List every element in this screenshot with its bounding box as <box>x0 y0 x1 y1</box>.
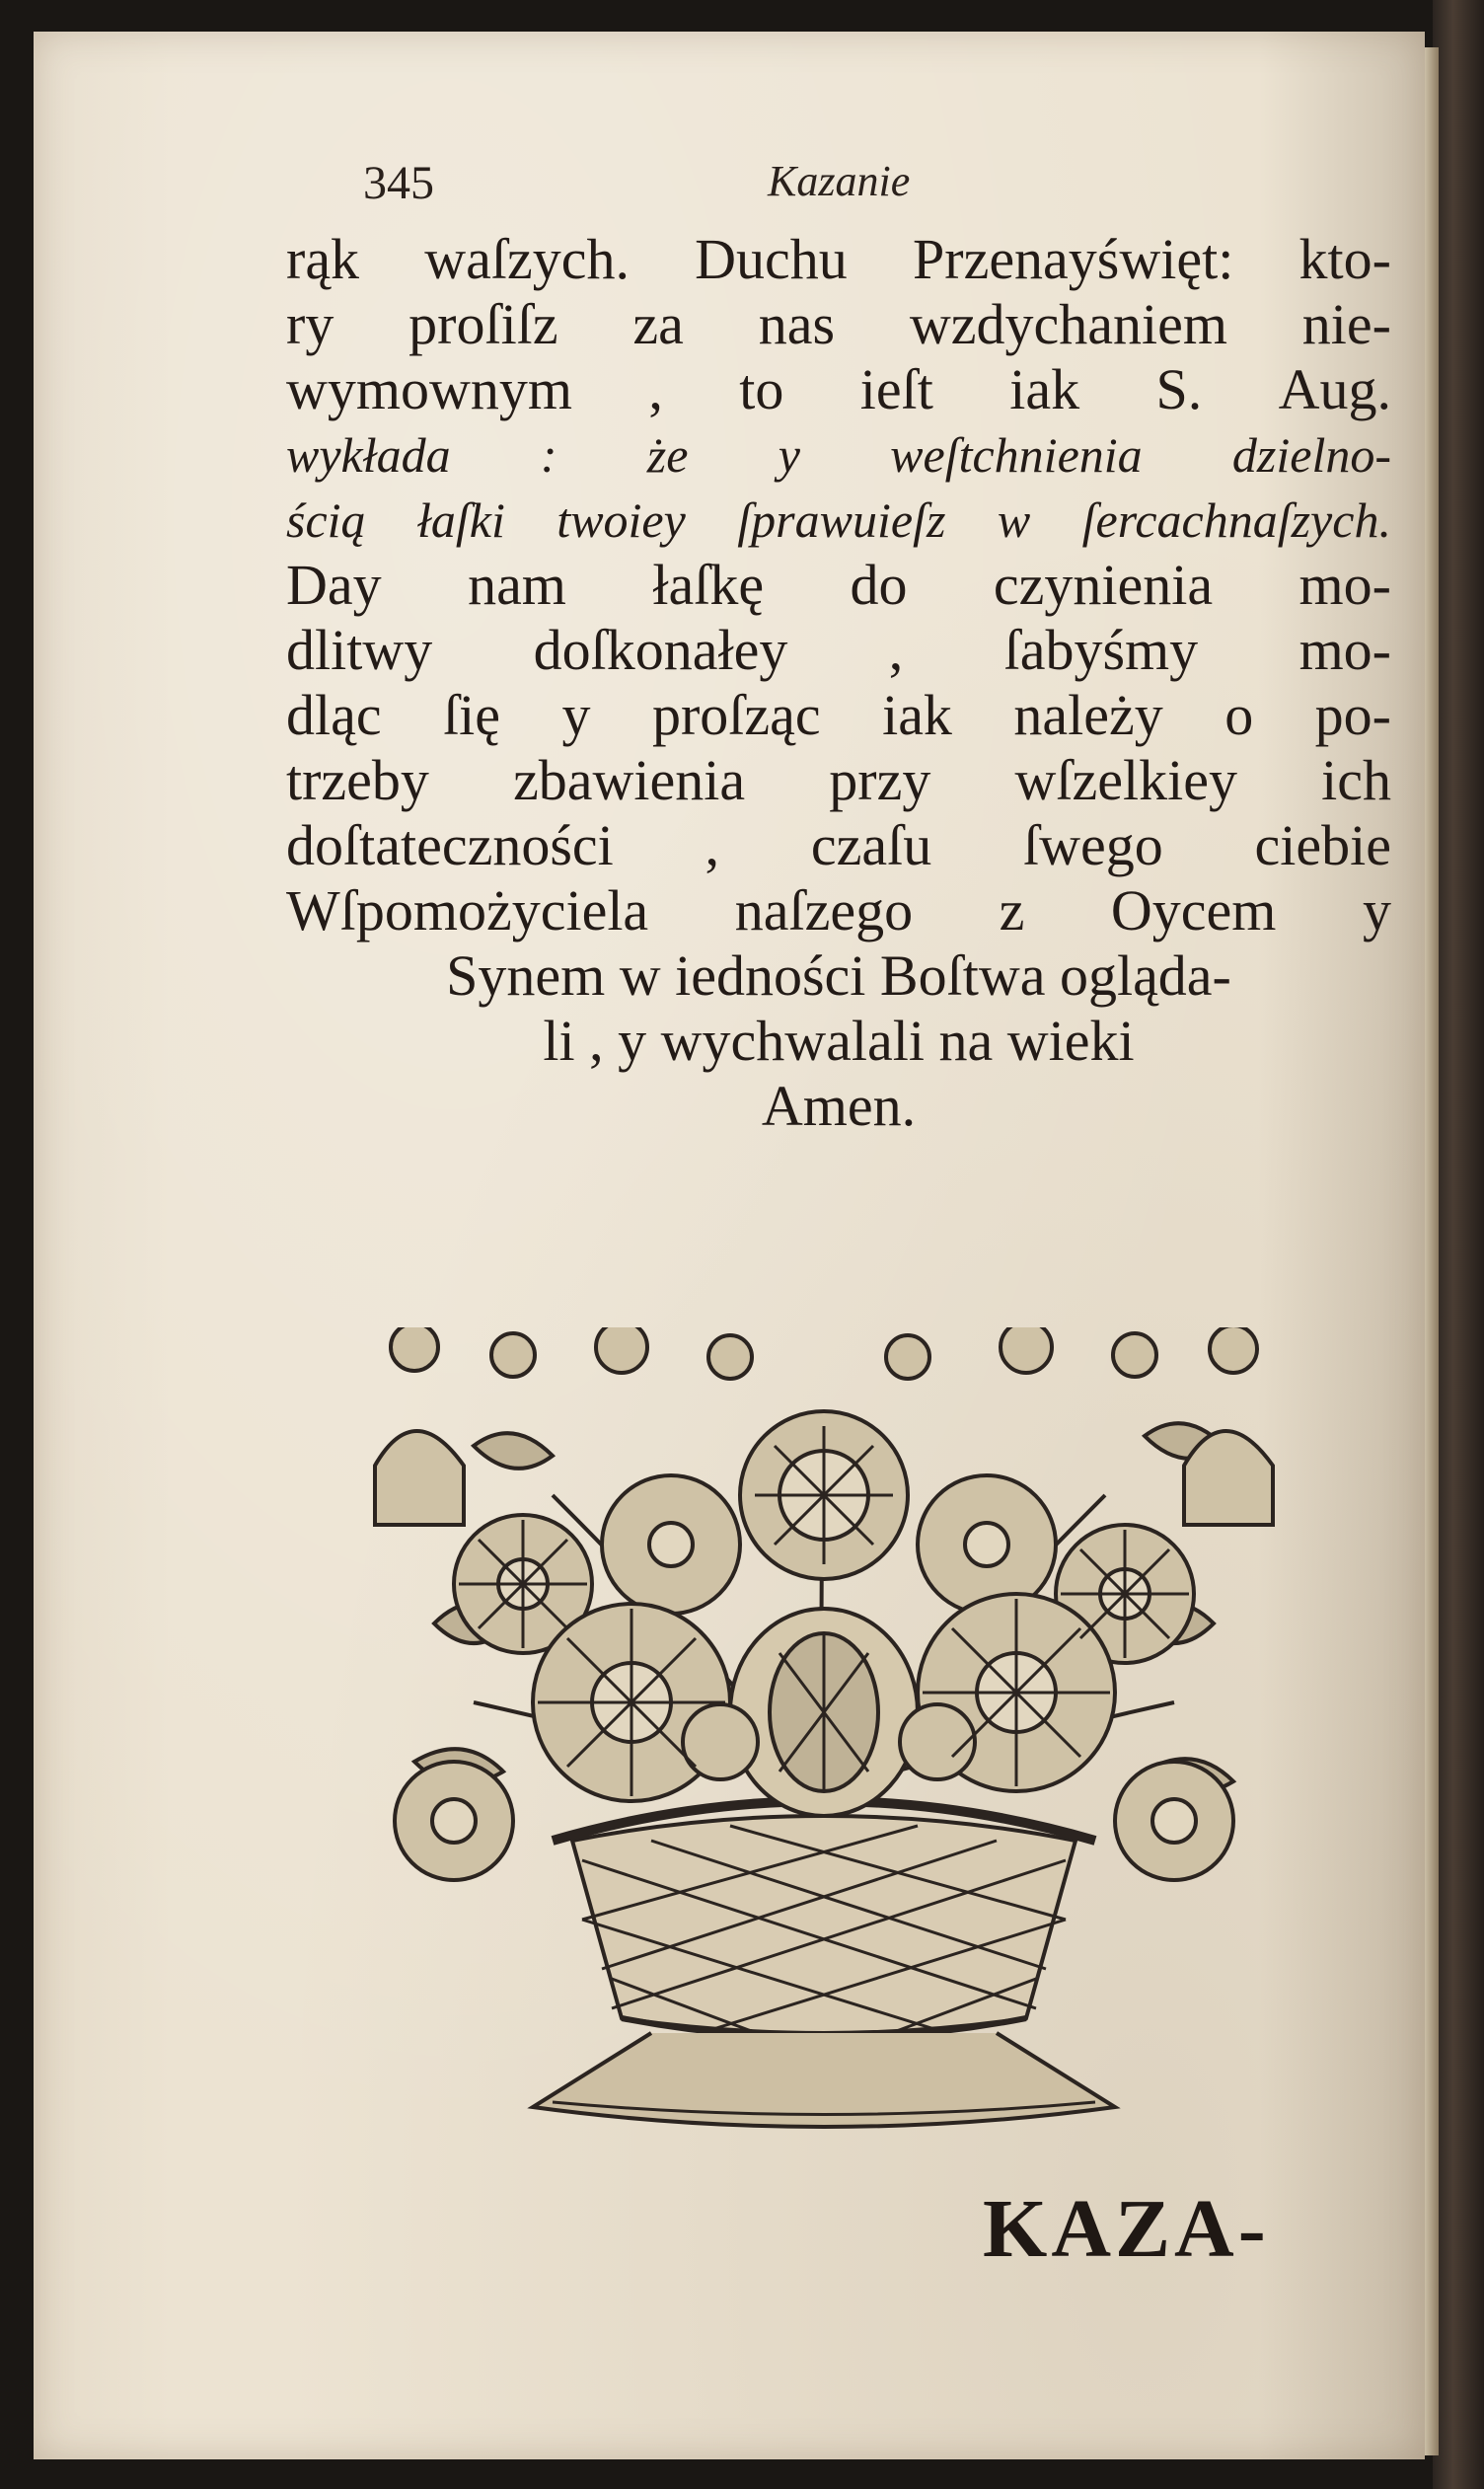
word: y <box>1362 878 1391 943</box>
word: czynienia <box>993 553 1214 617</box>
text-line: Synem w iedności Boſtwa ogląda- <box>446 943 1231 1008</box>
word: zbawienia <box>513 748 746 812</box>
word: ciebie <box>1254 813 1391 877</box>
word: proſiſz <box>408 292 558 356</box>
word: o <box>1224 683 1254 747</box>
word: że <box>646 427 689 483</box>
word: ſprawuieſz <box>737 492 946 548</box>
text-line <box>286 683 1391 748</box>
word: Oycem <box>1110 878 1277 943</box>
word: ſwego <box>1022 813 1163 877</box>
word: łaſkę <box>652 553 765 617</box>
word: doſkonałey <box>533 618 788 682</box>
word: nas <box>758 292 836 356</box>
word: iak <box>882 683 952 747</box>
word: proſząc <box>651 683 821 747</box>
text-line <box>286 878 1391 943</box>
word: wzdychaniem <box>909 292 1227 356</box>
word: nie- <box>1301 292 1391 356</box>
word: : <box>540 427 557 483</box>
word: ieſt <box>859 357 933 421</box>
page-number: 345 <box>363 157 434 209</box>
word: , <box>888 618 904 682</box>
word: doſtateczności <box>286 813 614 877</box>
text-line: li , y wychwalali na wieki <box>543 1009 1135 1073</box>
word: Aug. <box>1278 357 1391 421</box>
text-line-italic <box>286 422 1391 488</box>
text-line: Amen. <box>761 1074 917 1138</box>
text-line <box>286 813 1391 878</box>
word: ry <box>286 292 334 356</box>
word: ścią <box>286 492 366 548</box>
word: Duchu <box>695 227 848 291</box>
word: Przenayświęt: <box>913 227 1234 291</box>
next-page-edge <box>1425 47 1439 2455</box>
text-line <box>286 748 1391 813</box>
word: waſzych. <box>424 227 630 291</box>
word: y <box>778 427 800 483</box>
word: nam <box>468 553 566 617</box>
flower-basket-ornament <box>355 1327 1293 2147</box>
word: z <box>999 878 1025 943</box>
word: łaſki <box>416 492 505 548</box>
word: dlitwy <box>286 618 433 682</box>
book-spine <box>1433 0 1484 2489</box>
word: dzielno- <box>1231 427 1391 483</box>
word: S. <box>1155 357 1203 421</box>
word: iak <box>1009 357 1080 421</box>
text-line-italic <box>286 488 1391 553</box>
word: ich <box>1321 748 1391 812</box>
text-line <box>286 227 1391 292</box>
page-header <box>363 156 995 215</box>
word: mo- <box>1298 553 1391 617</box>
word: y <box>561 683 591 747</box>
word: rąk <box>286 227 360 291</box>
word: Day <box>286 553 382 617</box>
word: należy <box>1013 683 1163 747</box>
sermon-text <box>286 227 1391 1139</box>
word: mo- <box>1298 618 1391 682</box>
word: trzeby <box>286 748 429 812</box>
running-head: Kazanie <box>768 157 911 205</box>
word: , <box>648 357 663 421</box>
word: dląc <box>286 683 382 747</box>
word: czaſu <box>810 813 932 877</box>
word: przy <box>829 748 931 812</box>
word: Wſpomożyciela <box>286 878 649 943</box>
word: wſzelkiey <box>1014 748 1237 812</box>
word: twoiey <box>556 492 686 548</box>
word: za <box>632 292 684 356</box>
word: to <box>739 357 784 421</box>
word: w <box>997 492 1031 548</box>
word: wymownym <box>286 357 572 421</box>
word: ſię <box>443 683 501 747</box>
word: , <box>705 813 720 877</box>
text-line <box>286 292 1391 357</box>
word: naſzego <box>734 878 914 943</box>
word: wykłada <box>286 427 451 483</box>
text-line <box>286 618 1391 683</box>
text-line <box>286 553 1391 618</box>
word: po- <box>1314 683 1391 747</box>
word: ſercachnaſzych. <box>1081 492 1391 548</box>
text-line <box>286 357 1391 422</box>
word: ſabyśmy <box>1003 618 1199 682</box>
word: weſtchnienia <box>890 427 1143 483</box>
catchword: KAZA- <box>983 2183 1270 2275</box>
word: do <box>850 553 908 617</box>
word: kto- <box>1298 227 1391 291</box>
